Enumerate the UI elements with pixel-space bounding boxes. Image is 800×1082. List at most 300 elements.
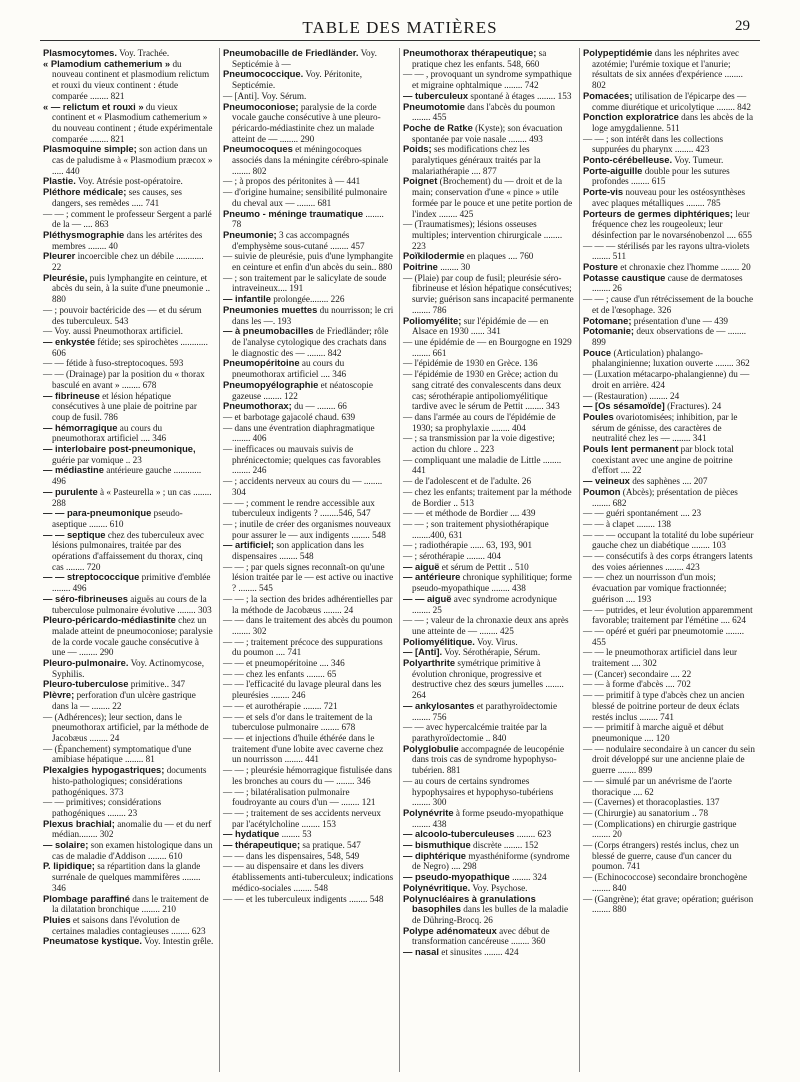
index-entry (43, 465, 214, 486)
entry-heading: P. lipidique; (43, 860, 95, 872)
index-entry (583, 894, 755, 915)
index-entry (223, 380, 394, 401)
index-entry (403, 102, 574, 123)
index-entry (583, 797, 755, 808)
entry-text: — ; sérothérapie ........ 404 (403, 551, 501, 562)
entry-text: guérie par vomique .. 23 (52, 454, 142, 465)
index-entry (223, 519, 394, 540)
entry-text: antérieure gauche ............ 496 (52, 465, 202, 487)
entry-heading: Pouce (583, 346, 612, 358)
entry-text: symétrique primitive à évolution chronique, progressive et destructive chez des sœurs jumelles ........ 264 (412, 658, 564, 701)
index-entry (43, 894, 214, 915)
entry-heading: Poignet (403, 175, 438, 187)
index-column-3 (400, 48, 580, 1072)
index-entry (583, 508, 755, 519)
index-entry (583, 444, 755, 476)
index-entry (403, 144, 574, 176)
index-entry (403, 219, 574, 251)
index-entry (223, 701, 394, 712)
entry-text: par block total coexistant avec une angine de poitrine d'effort .... 22 (592, 444, 734, 476)
index-entry (583, 808, 755, 819)
entry-heading: — veineux (583, 475, 630, 487)
entry-text: du nouveau continent et plasmodium relictum et rouxi du vieux continent : étude comparée ........ 821 (52, 58, 210, 101)
index-entry (403, 262, 574, 273)
entry-heading: Pléthore médicale; (43, 186, 127, 198)
entry-heading: — hydatique (223, 828, 280, 840)
index-entry (403, 926, 574, 947)
entry-heading: — alcoolo-tuberculeuses (403, 828, 515, 840)
index-entry (583, 551, 755, 572)
entry-text: sa pratique. 547 (300, 840, 361, 851)
entry-text: — et barbotage gajacolé chaud. 639 (223, 411, 356, 422)
index-entry (583, 369, 755, 390)
entry-heading: — — aiguë (403, 592, 452, 604)
index-entry (43, 391, 214, 423)
entry-text: deux observations de — ........ 899 (592, 326, 747, 347)
index-entry (223, 637, 394, 658)
entry-text: — [Anti]. Voy. Sérum. (223, 90, 307, 101)
entry-text: et lésion hépatique consécutives à une plaie de poitrine par coup de fusil. 786 (52, 390, 197, 422)
entry-text: — d'origine humaine; sensibilité pulmonaire du cheval aux — ........ 681 (223, 187, 387, 208)
entry-text: — chez les enfants; traitement par la méthode de Bordier .. 513 (403, 486, 572, 508)
entry-text: — compliquant une maladie de Little ........ 441 (403, 454, 562, 476)
index-entry (403, 519, 574, 540)
entry-text: ses causes, ses dangers, ses remèdes ..... 741 (52, 187, 182, 208)
entry-text: — — dans le traitement des abcès du poumon ........ 302 (223, 615, 393, 636)
index-entry (403, 123, 574, 144)
entry-heading: Potomanie; (583, 325, 635, 337)
entry-heading: Plombage paraffiné (43, 892, 130, 904)
entry-heading: Pneumopyélographie (223, 378, 319, 390)
entry-heading: — séro-fibrineuses (43, 592, 128, 604)
entry-text: dans le traitement de la dilatation bronchique ........ 210 (52, 893, 209, 915)
index-entry (583, 744, 755, 776)
entry-text: ovariotomisées; inhibition, par le sérum de génisse, des caractères de neutralité chez les — ........ 341 (592, 411, 738, 444)
entry-text: — — ; comment le professeur Sergent a parlé de la — .... 863 (43, 208, 212, 230)
index-entry (43, 615, 214, 658)
page-header (40, 14, 760, 40)
index-entry (223, 594, 394, 615)
index-entry (43, 337, 214, 358)
entry-text: et sérum de Pettit .. 510 (439, 561, 529, 572)
entry-text: — de l'adolescent et de l'adulte. 26 (403, 476, 532, 487)
entry-text: — (Corps étrangers) restés inclus, chez un blessé de guerre, cause d'un cancer du poumon. 741 (583, 840, 739, 872)
index-entry (223, 498, 394, 519)
entry-text: cause de dermatoses ........ 26 (592, 272, 743, 294)
index-entry (43, 936, 214, 947)
index-entry (403, 487, 574, 508)
entry-heading: Poïkilodermie (403, 250, 465, 262)
index-entry (403, 316, 574, 337)
entry-text: — — nodulaire secondaire à un cancer du sein droit développé sur une ancienne plaie de guerre ........ 899 (583, 743, 755, 776)
index-entry (43, 594, 214, 615)
index-entry (43, 861, 214, 893)
index-entry (583, 241, 755, 262)
entry-heading: — pseudo-myopathique (403, 871, 510, 883)
entry-text: myasthéniforme (syndrome de Negro) .... 298 (412, 850, 570, 872)
entry-text: — — ; traitement de ses accidents nerveux par l'acétylcholine ........ 153 (223, 807, 381, 829)
entry-text: à « Pasteurella » ; un cas ........ 288 (52, 486, 212, 508)
entry-heading: — antérieure (403, 571, 461, 583)
entry-text: — — ; valeur de la chronaxie deux ans après une atteinte de — ........ 425 (403, 615, 569, 636)
entry-text: — — fétide à fuso-streptocoques. 593 (43, 358, 184, 369)
entry-text: spontané à étages ........ 153 (468, 90, 572, 101)
entry-heading: Pluies (43, 913, 71, 925)
entry-text: — — ; son intérêt dans les collections suppurées du pharynx ........ 423 (583, 133, 724, 155)
index-entry (223, 102, 394, 145)
entry-text: — l'épidémie de 1930 en Grèce. 136 (403, 358, 538, 369)
entry-heading: Polynévrite (403, 806, 454, 818)
entry-heading: « Plamodium cathemerium » (43, 57, 171, 69)
index-column-1 (40, 48, 220, 1072)
entry-text: — (Complications) en chirurgie gastrique ........ 20 (583, 818, 737, 840)
entry-heading: Pneumopéritoine (223, 357, 300, 369)
entry-heading: Ponction exploratrice (583, 111, 679, 123)
entry-text: — — chez les enfants ........ 65 (223, 668, 337, 679)
entry-heading: Poids; (403, 143, 432, 155)
entry-text: — inefficaces ou mauvais suivis de phrénicectomie; quelques cas favorables ........ 246 (223, 444, 381, 476)
index-entry (403, 455, 574, 476)
entry-text: des saphènes .... 207 (629, 476, 708, 487)
index-entry (403, 412, 574, 433)
index-entry (583, 348, 755, 369)
entry-text: 3 cas accompagnés d'emphysème sous-cutané ........ 457 (232, 229, 365, 251)
index-column-2 (220, 48, 400, 1072)
index-entry (403, 540, 574, 551)
entry-text: — ; inutile de créer des organismes nouveaux pour assurer le — aux indigents ........ 548 (223, 518, 391, 540)
index-entry (43, 487, 214, 508)
entry-text: Voy. Péritonite, Septicémie. (232, 69, 363, 91)
entry-heading: Potomane; (583, 314, 632, 326)
entry-text: — — opéré et guéri par pneumotomie ........ 455 (583, 625, 744, 647)
entry-text: avec début de transformation cancéreuse ........ 360 (412, 925, 550, 947)
entry-text: Voy. Intestin grêle. (142, 936, 214, 947)
entry-heading: — — streptococcique (43, 571, 140, 583)
entry-heading: — artificiel; (223, 539, 275, 551)
entry-text: — — guéri spontanément .... 23 (583, 508, 702, 519)
entry-text: Voy. Septicémie à — (232, 48, 377, 69)
index-entry (583, 487, 755, 508)
entry-heading: Pleurer (43, 250, 76, 262)
entry-text: présentation d'une — 439 (631, 315, 729, 326)
entry-text: — ; à propos des péritonites à — 441 (223, 176, 361, 187)
entry-text: paralysie de la corde vocale gauche consécutive à une pleuro-péricardo-médiastinite chez un malade atteint de — ........ 290 (232, 101, 381, 144)
index-entry (223, 669, 394, 680)
entry-text: — — — occupant la totalité du lobe supérieur gauche chez un diabétique ........ 103 (583, 529, 754, 551)
index-entry (43, 690, 214, 711)
index-entry (43, 59, 214, 102)
entry-text: ........ 324 (509, 872, 547, 883)
index-entry (583, 273, 755, 294)
index-entry (43, 305, 214, 326)
entry-text: — (Chirurgie) au sanatorium .. 78 (583, 807, 709, 818)
entry-text: — — au dispensaire et dans les divers établissements anti-tuberculeux; indications médico-sociales ........ 548 (223, 861, 394, 893)
entry-text: puis lymphangite en ceinture, et abcès du sein, à la suite d'une pneumonie .. 880 (52, 272, 211, 305)
index-entry (43, 765, 214, 797)
index-entry (403, 615, 574, 636)
entry-text: dans les bulles de la maladie de Dühring-Brocq. 26 (412, 904, 569, 925)
index-entry (223, 861, 394, 893)
entry-heading: Pneumococcique. (223, 68, 304, 80)
entry-text: ........ 623 (514, 829, 552, 840)
entry-heading: — — para-pneumonique (43, 507, 152, 519)
entry-text: — suivie de pleurésie, puis d'une lymphangite en ceinture et enfin d'un abcès du sein.. 880 (223, 251, 393, 273)
entry-text: et néatoscopie gazeuse ........ 122 (232, 379, 373, 401)
entry-heading: — interlobaire post-pneumonique, (43, 443, 196, 455)
entry-text: en plaques .... 760 (464, 251, 534, 262)
entry-text: — une épidémie de — en Bourgogne en 1929 ........ 661 (403, 336, 572, 358)
index-entry (223, 679, 394, 700)
entry-text: (Abcès); présentation de pièces ........ 682 (592, 486, 738, 508)
entry-text: son application dans les dispensaires ........ 548 (232, 540, 364, 562)
index-entry (223, 562, 394, 594)
entry-heading: Polyglobulie (403, 742, 459, 754)
entry-heading: Plasmocytomes. (43, 48, 117, 58)
index-entry (403, 776, 574, 808)
entry-text: utilisation de l'épicarpe des — comme diurétique et uricolytique ........ 842 (592, 90, 751, 112)
entry-text: Voy. Atrésie post-opératoire. (75, 176, 183, 187)
index-entry (403, 594, 574, 615)
entry-text: — ; son traitement par le salicylate de soude intraveineux.... 191 (223, 272, 387, 294)
entry-heading: — [Anti]. (403, 646, 443, 658)
entry-text: — — avec hypercalcémie traitée par la parathyroïdectomie .. 840 (403, 722, 547, 743)
entry-text: et chronaxie chez l'homme ........ 20 (617, 262, 751, 273)
index-entry (223, 326, 394, 358)
index-entry (583, 679, 755, 690)
entry-text: — — ; pleurésie hémorragique fistulisée dans les bronches au cours du — ........ 346 (223, 765, 392, 786)
index-entry (223, 476, 394, 497)
entry-text: fétide; ses spirochètes ............ 606 (52, 336, 208, 358)
index-entry (223, 765, 394, 786)
index-entry (43, 251, 214, 272)
entry-heading: Posture (583, 261, 618, 273)
entry-text: ses modifications chez les paralytiques généraux traités par la malariathérapie .... 877 (412, 144, 541, 176)
index-entry (403, 808, 574, 829)
entry-text: Voy. Virus. (474, 636, 518, 647)
index-entry (403, 572, 574, 593)
entry-text: du — ........ 66 (291, 401, 347, 412)
entry-text: — ; pouvoir bactéricide des — et du sérum des tuberculeux. 543 (43, 304, 202, 326)
entry-text: — — et méthode de Bordier .... 439 (403, 508, 536, 519)
index-entry (43, 508, 214, 529)
index-entry (583, 209, 755, 241)
index-entry (583, 112, 755, 133)
entry-heading: Pneumonie; (223, 228, 277, 240)
entry-text: — (Gangrène); état grave; opération; guérison ........ 880 (583, 893, 754, 915)
index-entry (583, 647, 755, 668)
index-entry (403, 69, 574, 90)
index-entry (403, 851, 574, 872)
index-entry (223, 401, 394, 412)
entry-heading: — enkystée (43, 335, 96, 347)
entry-heading: Poliomyélitique. (403, 635, 475, 647)
entry-text: et méningocoques associés dans la méningite cérébro-spinale ........ 802 (232, 144, 389, 176)
index-entry (403, 369, 574, 412)
index-entry (583, 722, 755, 743)
index-entry (43, 187, 214, 208)
entry-text: leur fréquence chez les rougeoleux; leur désinfection par le novarsénobenzol .... 655 (592, 208, 752, 240)
index-entry (223, 358, 394, 379)
entry-heading: Pleuro-tuberculose (43, 678, 129, 690)
entry-text: chez des tuberculeux avec lésions pulmonaires, traitée par des opérations d'affaissement du thorax, cinq cas ........ 720 (52, 529, 204, 572)
entry-heading: Pneumatose kystique. (43, 935, 142, 947)
entry-text: sur l'épidémie de — en Alsace en 1930 ...... 341 (412, 315, 549, 337)
index-entry (223, 733, 394, 765)
entry-text: — (Plaie) par coup de fusil; pleurésie séro-fibrineuse et lésion hépatique consécutives; survie; guérison sans incapacité permanente ........ 786 (403, 272, 574, 315)
entry-text: prolongée........ 226 (270, 294, 345, 305)
index-entry (403, 433, 574, 454)
entry-heading: Poche de Ratke (403, 121, 473, 133)
entry-text: chronique syphilitique; forme pseudo-myopathique ........ 438 (412, 572, 572, 594)
entry-text: ........ 53 (279, 829, 312, 840)
entry-text: Voy. Actinomycose, Syphilis. (52, 658, 205, 679)
entry-text: — (Cancer) secondaire .... 22 (583, 668, 692, 679)
entry-text: — — ; par quels signes reconnaît-on qu'une lésion traitée par le — est active ou inactive ? ........ 545 (223, 561, 394, 594)
entry-text: — (Épanchement) symptomatique d'une amibiase hépatique ........ 81 (43, 743, 192, 765)
entry-heading: Pneumothorax thérapeutique; (403, 48, 537, 58)
entry-text: dans les néphrites avec azotémie; l'urémie toxique et l'anurie; résultats de six années d'expérience ........ 802 (592, 48, 743, 91)
entry-heading: Pneumobacille de Friedländer. (223, 48, 359, 58)
entry-text: — (Adhérences); leur section, dans le pneumothorax artificiel, par la méthode de Jacobæus ........ 24 (43, 711, 209, 743)
index-entry (43, 369, 214, 390)
entry-text: Voy. Sérothérapie, Sérum. (442, 647, 541, 658)
entry-heading: — bismuthique (403, 839, 471, 851)
index-entry (223, 144, 394, 176)
index-column-4 (580, 48, 760, 1072)
index-entry (223, 658, 394, 669)
entry-heading: Pleuro-péricardo-médiastinite (43, 614, 176, 626)
entry-heading: Plexalgies hypogastriques; (43, 764, 165, 776)
entry-heading: Pouls lent permanent (583, 443, 679, 455)
index-entry (403, 48, 574, 69)
entry-text: sa répartition dans la glande surrénale de quelques mammifères ........ 346 (52, 861, 201, 893)
index-entry (43, 572, 214, 593)
entry-text: — (Luxation métacarpo-phalangienne) du — droit en arrière. 424 (583, 369, 750, 390)
entry-text: primitive d'emblée ........ 496 (52, 572, 211, 594)
entry-text: au cours du pneumothorax artificiel .... 346 (52, 422, 167, 444)
entry-text: du nourrisson; le cri dans les —. 193 (232, 304, 394, 326)
entry-heading: — [Os sésamoïde] (583, 400, 665, 412)
entry-text: — (Cavernes) et thoracoplasties. 137 (583, 797, 720, 808)
entry-text: — — ; bilatéralisation pulmonaire foudroyante au cours d'un — ........ 121 (223, 786, 376, 808)
index-entry (403, 176, 574, 219)
entry-heading: Polynévritique. (403, 881, 471, 893)
entry-text: à forme pseudo-myopathique ........ 438 (412, 807, 564, 829)
entry-text: — — à clapet ........ 138 (583, 518, 672, 529)
index-entry (223, 894, 394, 905)
index-entry (403, 947, 574, 958)
entry-heading: Pneumoconiose; (223, 100, 299, 112)
index-entry (403, 722, 574, 743)
entry-text: (Kyste); son évacuation spontanée par voie nasale ........ 493 (412, 122, 563, 144)
entry-text: Voy. Psychose. (470, 882, 528, 893)
entry-heading: — fibrineuse (43, 389, 100, 401)
entry-text: — — ; son traitement physiothérapique ........400, 631 (403, 518, 549, 540)
entry-heading: Pneumocoques (223, 143, 293, 155)
entry-heading: Pneumonies muettes (223, 303, 318, 315)
entry-text: sa pratique chez les enfants. 548, 660 (412, 48, 547, 69)
entry-heading: — purulente (43, 485, 98, 497)
index-entry (223, 209, 394, 230)
index-entry (583, 187, 755, 208)
entry-heading: « — relictum et rouxi » (43, 100, 144, 112)
index-entry (403, 508, 574, 519)
entry-heading: Plexus brachial; (43, 817, 115, 829)
index-entry (223, 787, 394, 808)
entry-text: (Articulation) phalango-phalanginienne; luxation ouverte ........ 362 (592, 347, 750, 369)
entry-text: — — et les tuberculeux indigents ........ 548 (223, 893, 384, 904)
index-entry (583, 294, 755, 315)
entry-heading: — — septique (43, 528, 106, 540)
index-entry (403, 658, 574, 701)
entry-text: et parathyroïdectomie ........ 756 (412, 700, 558, 722)
entry-text: — — ; cause d'un rétrécissement de la bouche et de l'œsophage. 326 (583, 294, 754, 315)
index-entry (43, 358, 214, 369)
index-entry (583, 134, 755, 155)
index-entry (403, 273, 574, 316)
index-entry (583, 530, 755, 551)
entry-text: incoercible chez un débile ............ 22 (52, 251, 204, 273)
entry-text: au cours du pneumothorax artificiel .... 346 (232, 358, 347, 380)
entry-text: — — le pneumothorax artificiel dans leur traitement .... 302 (583, 647, 738, 669)
entry-text: — — et injections d'huile éthérée dans le traitement d'une lobite avec caverne chez un nourrisson ........ 441 (223, 733, 384, 765)
index-entry (403, 337, 574, 358)
entry-heading: — infantile (223, 293, 271, 305)
entry-text: accompagnée de leucopénie dans trois cas de syndrome hypophyso-tubérien. 881 (412, 743, 565, 776)
entry-text: et sinusites ........ 424 (438, 947, 519, 958)
entry-text: — — et sels d'or dans le traitement de la tuberculose pulmonaire ........ 678 (223, 711, 373, 733)
entry-text: de Friedländer; rôle de l'analyse cytologique des crachats dans le diagnostic des — ........ 842 (232, 326, 389, 358)
entry-heading: — médiastine (43, 464, 104, 476)
index-entry (43, 273, 214, 305)
entry-heading: — solaire; (43, 839, 89, 851)
index-entry (223, 412, 394, 423)
entry-heading: Potasse caustique (583, 271, 666, 283)
entry-heading: — nasal (403, 946, 439, 958)
entry-heading: Ponto-cérébelleuse. (583, 154, 673, 166)
index-entry (43, 819, 214, 840)
entry-heading: — diphtérique (403, 849, 467, 861)
entry-heading: Poliomyélite; (403, 314, 462, 326)
entry-heading: — aiguë (403, 560, 440, 572)
index-entry (223, 69, 394, 90)
index-entry (43, 797, 214, 818)
index-entry (583, 48, 755, 91)
entry-text: — — primitives; considérations pathogéniques ........ 23 (43, 797, 162, 818)
entry-heading: Pomacées; (583, 89, 633, 101)
index-entry (43, 230, 214, 251)
index-entry (583, 572, 755, 604)
entry-text: — — et pneumopéritoine .... 346 (223, 658, 345, 669)
entry-heading: Poules (583, 410, 614, 422)
entry-heading: Polypeptidémie (583, 48, 653, 58)
entry-heading: Polynucléaires à granulations basophiles (403, 892, 536, 915)
entry-text: Voy. Trachée. (117, 48, 170, 58)
entry-heading: Porte-vis (583, 186, 624, 198)
entry-text: — dans l'armée au cours de l'épidémie de 1930; sa prophylaxie ........ 404 (403, 411, 556, 433)
entry-text: aiguës au cours de la tuberculose pulmonaire évolutive ........ 303 (52, 593, 212, 615)
entry-text: (Brochement) du — droit et de la main; conservation d'une « pince » utile formée par le pouce et une petite portion de l'index ........ 425 (412, 176, 573, 219)
index-entry (223, 305, 394, 326)
entry-text: — — (Drainage) par la position du « thorax basculé en avant » ........ 678 (43, 369, 205, 390)
entry-text: — — , provoquant un syndrome sympathique et migraine ophtalmique ........ 742 (403, 69, 572, 91)
index-entry (583, 669, 755, 680)
entry-heading: — à pneumobacilles (223, 325, 314, 337)
entry-text: — — — stérilisés par les rayons ultra-violets ........ 511 (583, 240, 750, 262)
index-entry (583, 776, 755, 797)
index-entry (223, 808, 394, 829)
entry-text: — — simulé par un anévrisme de l'aorte thoracique .... 62 (583, 775, 732, 797)
